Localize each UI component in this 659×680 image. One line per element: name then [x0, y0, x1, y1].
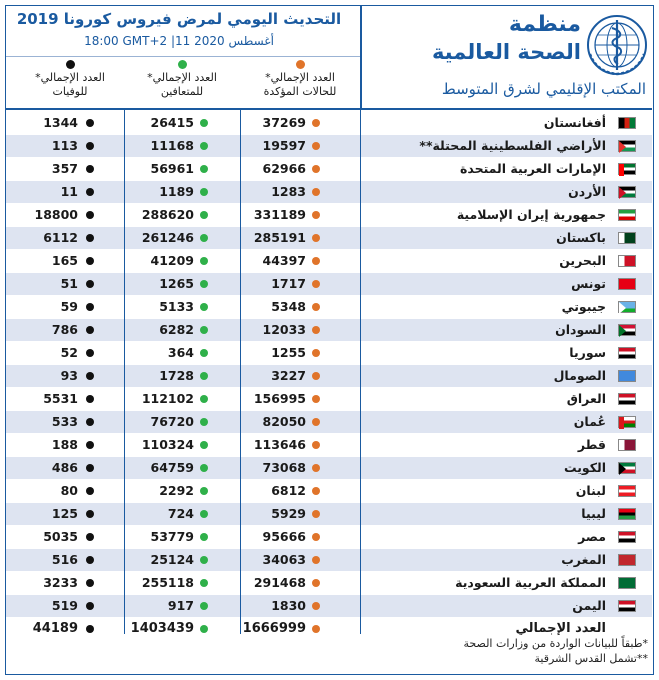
table-row: [6, 388, 652, 410]
confirmed-count: 3227: [271, 368, 306, 383]
confirmed-count: 5348: [271, 299, 306, 314]
confirmed-count: 1283: [271, 184, 306, 199]
confirmed-count: 5929: [271, 506, 306, 521]
table-row: [6, 112, 652, 134]
confirmed-count: 113646: [253, 437, 306, 452]
column-header-recovered: العدد الإجمالي* للمتعافين: [130, 60, 234, 99]
deaths-count: 18800: [34, 207, 78, 222]
confirmed-count: 19597: [262, 138, 306, 153]
table-row: [6, 457, 652, 479]
deaths-count: 519: [51, 598, 78, 613]
recovered-dot-icon: [200, 556, 208, 564]
header: [6, 6, 652, 108]
recovered-count: 41209: [150, 253, 194, 268]
column-divider: [240, 108, 241, 634]
country-name: أفغانستان: [543, 115, 606, 130]
country-name: المغرب: [561, 552, 606, 567]
deaths-count: 125: [51, 506, 78, 521]
table-row: [6, 273, 652, 295]
table-row: [6, 296, 652, 318]
country-flag-icon: [618, 255, 636, 267]
table-row: [6, 572, 652, 594]
recovered-dot-icon: [200, 326, 208, 334]
deaths-count: 11: [60, 184, 78, 199]
deaths-dot-icon: [86, 303, 94, 311]
recovered-count: 364: [167, 345, 194, 360]
recovered-count: 2292: [159, 483, 194, 498]
confirmed-dot-icon: [312, 211, 320, 219]
deaths-count: 357: [51, 161, 78, 176]
deaths-dot-icon: [86, 533, 94, 541]
confirmed-dot-icon: [312, 464, 320, 472]
table-row: [6, 204, 652, 226]
recovered-dot-icon: [200, 418, 208, 426]
confirmed-count: 291468: [253, 575, 306, 590]
table-row: [6, 411, 652, 433]
confirmed-dot-icon: [312, 326, 320, 334]
recovered-count: 11168: [150, 138, 194, 153]
deaths-dot-icon: [86, 372, 94, 380]
deaths-dot-icon: [86, 211, 94, 219]
header-divider: [6, 56, 360, 57]
country-name: سوريا: [569, 345, 606, 360]
confirmed-dot-icon: [296, 60, 305, 69]
deaths-count: 165: [51, 253, 78, 268]
table-row: [6, 342, 652, 364]
confirmed-dot-icon: [312, 625, 320, 633]
recovered-count: 112102: [141, 391, 194, 406]
recovered-dot-icon: [200, 625, 208, 633]
confirmed-dot-icon: [312, 257, 320, 265]
footnote-1: *طبقاً للبيانات الواردة من وزارات الصحة: [463, 637, 648, 650]
recovered-count: 917: [167, 598, 194, 613]
confirmed-dot-icon: [312, 303, 320, 311]
deaths-count: 786: [51, 322, 78, 337]
deaths-dot-icon: [86, 349, 94, 357]
table-row: [6, 434, 652, 456]
recovered-dot-icon: [200, 119, 208, 127]
deaths-count: 80: [60, 483, 78, 498]
footnotes: [366, 636, 648, 666]
table-row: [6, 549, 652, 571]
country-flag-icon: [618, 416, 636, 428]
deaths-dot-icon: [86, 395, 94, 403]
table-row: [6, 365, 652, 387]
country-name: الكويت: [563, 460, 606, 475]
column-divider: [124, 108, 125, 634]
country-name: الإمارات العربية المتحدة: [459, 161, 606, 176]
confirmed-count: 95666: [262, 529, 306, 544]
org-name-line1: منظمة: [508, 12, 581, 37]
confirmed-dot-icon: [312, 556, 320, 564]
deaths-count: 188: [51, 437, 78, 452]
confirmed-dot-icon: [312, 602, 320, 610]
recovered-dot-icon: [200, 257, 208, 265]
country-name: مصر: [578, 529, 606, 544]
deaths-dot-icon: [86, 487, 94, 495]
confirmed-dot-icon: [312, 142, 320, 150]
country-name: باكستان: [556, 230, 606, 245]
country-flag-icon: [618, 140, 636, 152]
confirmed-dot-icon: [312, 234, 320, 242]
deaths-dot-icon: [86, 142, 94, 150]
confirmed-dot-icon: [312, 165, 320, 173]
confirmed-count: 73068: [262, 460, 306, 475]
recovered-count: 26415: [150, 115, 194, 130]
org-name-line2: الصحة العالمية: [431, 40, 581, 64]
recovered-dot-icon: [200, 234, 208, 242]
confirmed-count: 12033: [262, 322, 306, 337]
recovered-count: 53779: [150, 529, 194, 544]
table-row: [6, 158, 652, 180]
deaths-dot-icon: [86, 441, 94, 449]
confirmed-count: 1830: [271, 598, 306, 613]
deaths-count: 486: [51, 460, 78, 475]
confirmed-count: 62966: [262, 161, 306, 176]
confirmed-count: 331189: [253, 207, 306, 222]
column-divider: [360, 108, 361, 634]
recovered-dot-icon: [200, 464, 208, 472]
deaths-dot-icon: [86, 556, 94, 564]
total-deaths: 44189: [32, 621, 78, 636]
country-flag-icon: [618, 278, 636, 290]
recovered-count: 724: [167, 506, 194, 521]
recovered-dot-icon: [200, 602, 208, 610]
deaths-dot-icon: [86, 579, 94, 587]
country-flag-icon: [618, 508, 636, 520]
country-flag-icon: [618, 117, 636, 129]
confirmed-dot-icon: [312, 188, 320, 196]
confirmed-count: 285191: [253, 230, 306, 245]
column-header-confirmed: العدد الإجمالي* للحالات المؤكدة: [248, 60, 352, 99]
table-top-border: [6, 108, 652, 110]
deaths-dot-icon: [86, 326, 94, 334]
country-flag-icon: [618, 485, 636, 497]
confirmed-dot-icon: [312, 119, 320, 127]
country-name: المملكة العربية السعودية: [455, 575, 606, 590]
total-confirmed: 1666999: [242, 621, 306, 636]
country-name: جمهورية إيران الإسلامية: [456, 207, 606, 222]
page-title: التحديث اليومي لمرض فيروس كورونا 2019: [16, 10, 342, 28]
country-name: ليبيا: [581, 506, 606, 521]
deaths-count: 51: [60, 276, 78, 291]
recovered-count: 1189: [159, 184, 194, 199]
recovered-dot-icon: [200, 142, 208, 150]
table-row: [6, 526, 652, 548]
footnote-2: **تشمل القدس الشرقية: [534, 652, 648, 665]
country-name: لبنان: [575, 483, 606, 498]
column-header-deaths: العدد الإجمالي* للوفيات: [18, 60, 122, 99]
table-row: [6, 503, 652, 525]
country-name: جيبوتي: [561, 299, 606, 314]
confirmed-dot-icon: [312, 579, 320, 587]
confirmed-dot-icon: [312, 510, 320, 518]
confirmed-dot-icon: [312, 395, 320, 403]
confirmed-dot-icon: [312, 487, 320, 495]
deaths-count: 1344: [43, 115, 78, 130]
deaths-count: 59: [60, 299, 78, 314]
recovered-count: 6282: [159, 322, 194, 337]
deaths-count: 516: [51, 552, 78, 567]
deaths-dot-icon: [86, 257, 94, 265]
country-name: قطر: [577, 437, 606, 452]
recovered-dot-icon: [200, 487, 208, 495]
recovered-count: 5133: [159, 299, 194, 314]
recovered-dot-icon: [200, 441, 208, 449]
recovered-dot-icon: [200, 510, 208, 518]
country-name: الأراضي الفلسطينية المحتلة**: [419, 138, 606, 153]
recovered-dot-icon: [200, 165, 208, 173]
confirmed-dot-icon: [312, 533, 320, 541]
deaths-dot-icon: [86, 418, 94, 426]
country-name: البحرين: [559, 253, 606, 268]
confirmed-count: 1717: [271, 276, 306, 291]
recovered-count: 255118: [141, 575, 194, 590]
country-flag-icon: [618, 232, 636, 244]
country-flag-icon: [618, 370, 636, 382]
confirmed-count: 44397: [262, 253, 306, 268]
deaths-count: 93: [60, 368, 78, 383]
recovered-dot-icon: [200, 579, 208, 587]
deaths-count: 52: [60, 345, 78, 360]
recovered-dot-icon: [200, 372, 208, 380]
deaths-count: 113: [51, 138, 78, 153]
header-vertical-divider: [360, 6, 362, 108]
country-flag-icon: [618, 163, 636, 175]
country-flag-icon: [618, 393, 636, 405]
recovered-dot-icon: [200, 349, 208, 357]
deaths-count: 6112: [43, 230, 78, 245]
deaths-dot-icon: [86, 234, 94, 242]
total-recovered: 1403439: [130, 621, 194, 636]
country-flag-icon: [618, 209, 636, 221]
country-flag-icon: [618, 462, 636, 474]
deaths-count: 5531: [43, 391, 78, 406]
confirmed-dot-icon: [312, 372, 320, 380]
table-row: [6, 227, 652, 249]
recovered-count: 1265: [159, 276, 194, 291]
deaths-dot-icon: [86, 165, 94, 173]
table-row: [6, 480, 652, 502]
confirmed-count: 34063: [262, 552, 306, 567]
country-flag-icon: [618, 554, 636, 566]
confirmed-dot-icon: [312, 280, 320, 288]
confirmed-count: 82050: [262, 414, 306, 429]
country-name: عُمان: [573, 414, 606, 429]
table-row: [6, 595, 652, 617]
deaths-dot-icon: [86, 625, 94, 633]
country-name: العراق: [566, 391, 606, 406]
who-emblem-icon: [586, 14, 648, 76]
table-row: [6, 319, 652, 341]
country-name: الصومال: [553, 368, 606, 383]
country-flag-icon: [618, 347, 636, 359]
country-name: اليمن: [572, 598, 606, 613]
deaths-dot-icon: [86, 602, 94, 610]
recovered-count: 64759: [150, 460, 194, 475]
deaths-count: 533: [51, 414, 78, 429]
country-flag-icon: [618, 531, 636, 543]
country-name: تونس: [571, 276, 606, 291]
country-flag-icon: [618, 324, 636, 336]
deaths-dot-icon: [86, 188, 94, 196]
country-flag-icon: [618, 301, 636, 313]
recovered-dot-icon: [200, 533, 208, 541]
table-row: [6, 135, 652, 157]
country-flag-icon: [618, 439, 636, 451]
recovered-dot-icon: [200, 188, 208, 196]
recovered-count: 261246: [141, 230, 194, 245]
update-timestamp: 18:00 GMT+2 |11 أغسطس 2020: [84, 34, 274, 48]
confirmed-dot-icon: [312, 441, 320, 449]
deaths-dot-icon: [86, 510, 94, 518]
deaths-dot-icon: [86, 119, 94, 127]
recovered-count: 56961: [150, 161, 194, 176]
recovered-dot-icon: [200, 303, 208, 311]
recovered-count: 1728: [159, 368, 194, 383]
infographic-frame: [5, 5, 654, 675]
recovered-count: 76720: [150, 414, 194, 429]
confirmed-count: 156995: [253, 391, 306, 406]
country-flag-icon: [618, 577, 636, 589]
deaths-count: 3233: [43, 575, 78, 590]
table-row: [6, 250, 652, 272]
recovered-count: 110324: [141, 437, 194, 452]
total-label: العدد الإجمالي: [515, 621, 606, 636]
table-row: [6, 181, 652, 203]
regional-office-name: المكتب الإقليمي لشرق المتوسط: [441, 80, 646, 98]
confirmed-count: 6812: [271, 483, 306, 498]
deaths-count: 5035: [43, 529, 78, 544]
deaths-dot-icon: [66, 60, 75, 69]
deaths-dot-icon: [86, 280, 94, 288]
country-name: الأردن: [568, 184, 606, 199]
confirmed-count: 37269: [262, 115, 306, 130]
recovered-count: 25124: [150, 552, 194, 567]
country-flag-icon: [618, 186, 636, 198]
recovered-dot-icon: [200, 211, 208, 219]
confirmed-dot-icon: [312, 349, 320, 357]
deaths-dot-icon: [86, 464, 94, 472]
recovered-dot-icon: [178, 60, 187, 69]
country-flag-icon: [618, 600, 636, 612]
confirmed-count: 1255: [271, 345, 306, 360]
recovered-dot-icon: [200, 280, 208, 288]
country-name: السودان: [555, 322, 606, 337]
recovered-dot-icon: [200, 395, 208, 403]
confirmed-dot-icon: [312, 418, 320, 426]
recovered-count: 288620: [141, 207, 194, 222]
